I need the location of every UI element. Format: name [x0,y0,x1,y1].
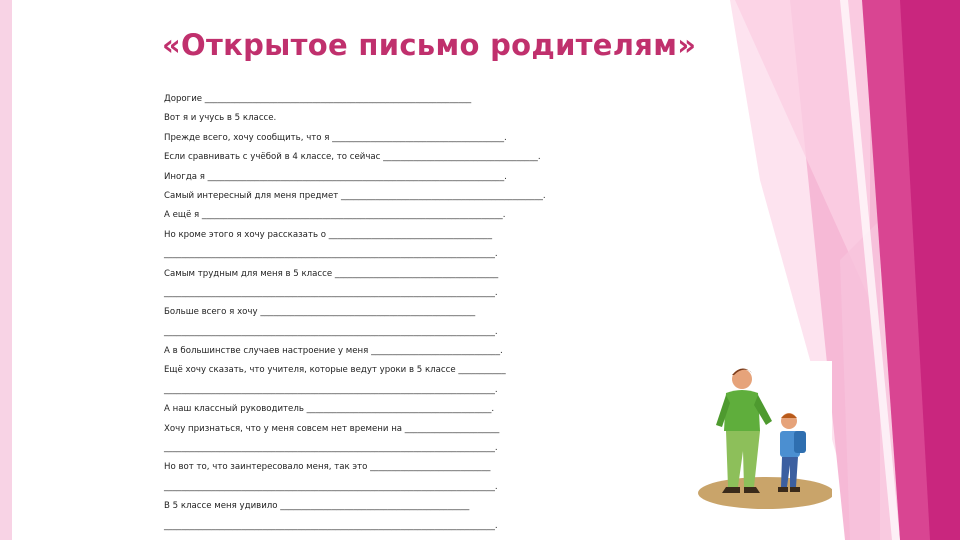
letter-line: Хочу признаться, что у меня совсем нет времени на ______________________ [164,423,500,434]
letter-line: Вот я и учусь в 5 классе. [164,113,277,124]
letter-template [164,90,644,536]
ground-shadow [698,477,832,509]
letter-line: А ещё я ______________________________________________________________________. [164,210,506,221]
letter-line: Но вот то, что заинтересовало меня, так это ____________________________ [164,462,491,473]
letter-line: _____________________________________________________________________________. [164,326,498,337]
letter-line: Ещё хочу сказать, что учителя, которые ведут уроки в 5 классе ___________ [164,365,506,376]
letter-line: _____________________________________________________________________________. [164,481,498,492]
letter-line: Больше всего я хочу __________________________________________________ [164,307,476,318]
letter-line: А в большинстве случаев настроение у меня ______________________________. [164,346,503,357]
letter-line: Дорогие ______________________________________________________________ [164,94,472,104]
letter-line: _____________________________________________________________________________. [164,520,498,531]
father-son-illustration [694,361,832,511]
letter-line: Если сравнивать с учёбой в 4 классе, то сейчас ____________________________________. [164,152,541,163]
letter-line: _____________________________________________________________________________. [164,443,498,454]
letter-line: А наш классный руководитель ___________________________________________. [164,404,495,415]
letter-line: Самый интересный для меня предмет _______________________________________________. [164,190,546,201]
letter-line: Иногда я _____________________________________________________________________. [164,171,507,182]
pink-left-accent [0,0,12,540]
letter-line: В 5 классе меня удивило ____________________________________________ [164,501,470,512]
letter-line: Но кроме этого я хочу рассказать о ______________________________________ [164,229,493,240]
letter-line: Прежде всего, хочу сообщить, что я ________________________________________. [164,132,507,143]
letter-line: _____________________________________________________________________________. [164,384,498,395]
letter-line: Самым трудным для меня в 5 классе ______________________________________ [164,268,499,279]
letter-line: _____________________________________________________________________________. [164,249,498,260]
letter-line: _____________________________________________________________________________. [164,287,498,298]
slide-title: «Открытое письмо родителям» [162,28,697,62]
